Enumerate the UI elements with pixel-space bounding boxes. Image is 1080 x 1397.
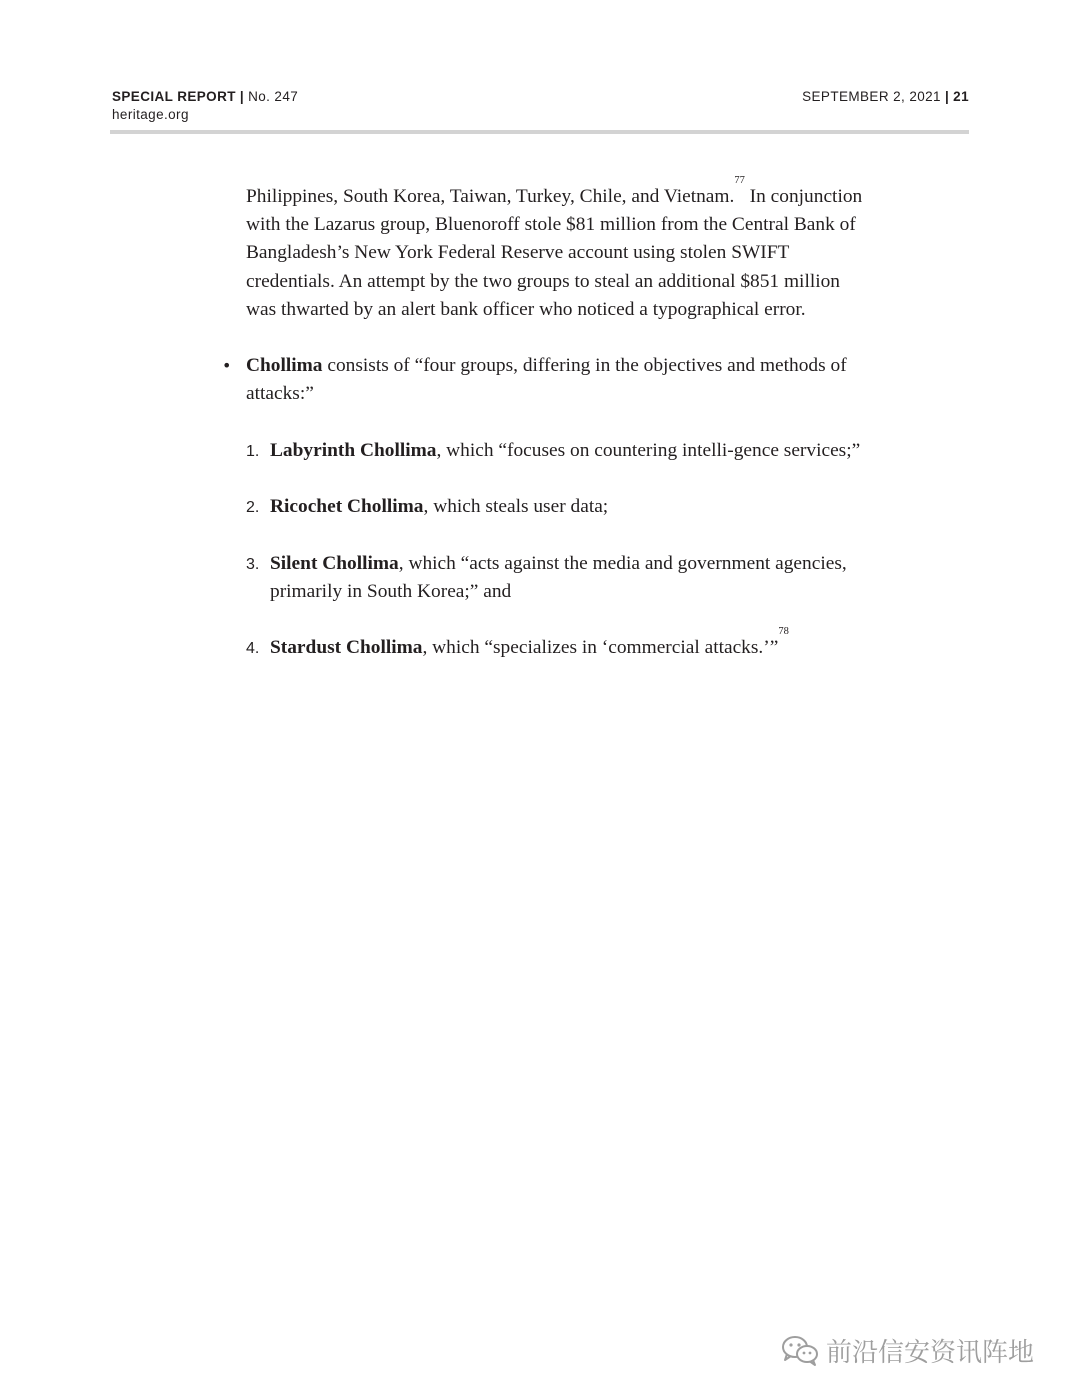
watermark (780, 1330, 1034, 1370)
report-label: SPECIAL REPORT (112, 89, 236, 104)
header-left (112, 88, 298, 124)
page-number: 21 (953, 89, 969, 104)
site-url[interactable]: heritage.org (112, 107, 189, 122)
item-number: 4. (246, 640, 260, 658)
bullet-item (222, 352, 866, 408)
report-number: No. 247 (248, 89, 299, 104)
numbered-item (246, 437, 866, 465)
watermark-text: 前沿信安资讯阵地 (826, 1337, 1035, 1368)
report-date: SEPTEMBER 2, 2021 (802, 89, 941, 104)
numbered-item (246, 550, 866, 606)
item-number: 2. (246, 499, 260, 517)
item-term: Stardust Chollima (270, 637, 423, 659)
header-rule (110, 130, 969, 134)
item-number: 1. (246, 442, 260, 460)
bullet-symbol: • (222, 356, 232, 376)
bullet-term: Chollima (246, 355, 323, 377)
header-separator: | (944, 89, 950, 104)
item-number: 3. (246, 555, 260, 573)
report-line (112, 88, 298, 106)
wechat-icon (780, 1333, 820, 1367)
item-text: , which “acts against the media and government agencies, primarily in South Korea;” and (270, 552, 847, 602)
item-term: Ricochet Chollima (270, 496, 424, 518)
numbered-item (246, 626, 866, 662)
item-text: , which “focuses on countering intelli-gence services;” (436, 439, 861, 461)
intro-continuation: In conjunction with the Lazarus group, Bluenoroff stole $81 million from the Central Bank of Bangladesh’s New York Federal Reserve account using stolen SWIFT credentials. An attempt by the two groups to steal an additional $851 million was thwarted by an alert bank officer who noticed a typographical error. (246, 186, 863, 320)
footnote-ref[interactable]: 78 (778, 626, 789, 638)
header-separator: | (239, 89, 245, 104)
intro-paragraph (246, 175, 866, 324)
numbered-item (246, 493, 866, 521)
intro-text: Philippines, South Korea, Taiwan, Turkey, Chile, and Vietnam. (246, 186, 735, 207)
item-text: , which steals user data; (423, 496, 609, 518)
body-text (222, 175, 866, 662)
item-text: , which “specializes in ‘commercial attacks.’” (422, 637, 779, 659)
bullet-text: consists of “four groups, differing in the objectives and methods of attacks:” (246, 355, 847, 405)
item-term: Labyrinth Chollima (270, 439, 437, 461)
footnote-ref[interactable]: 77 (734, 175, 745, 186)
header-right (802, 88, 969, 106)
item-term: Silent Chollima (270, 552, 399, 574)
